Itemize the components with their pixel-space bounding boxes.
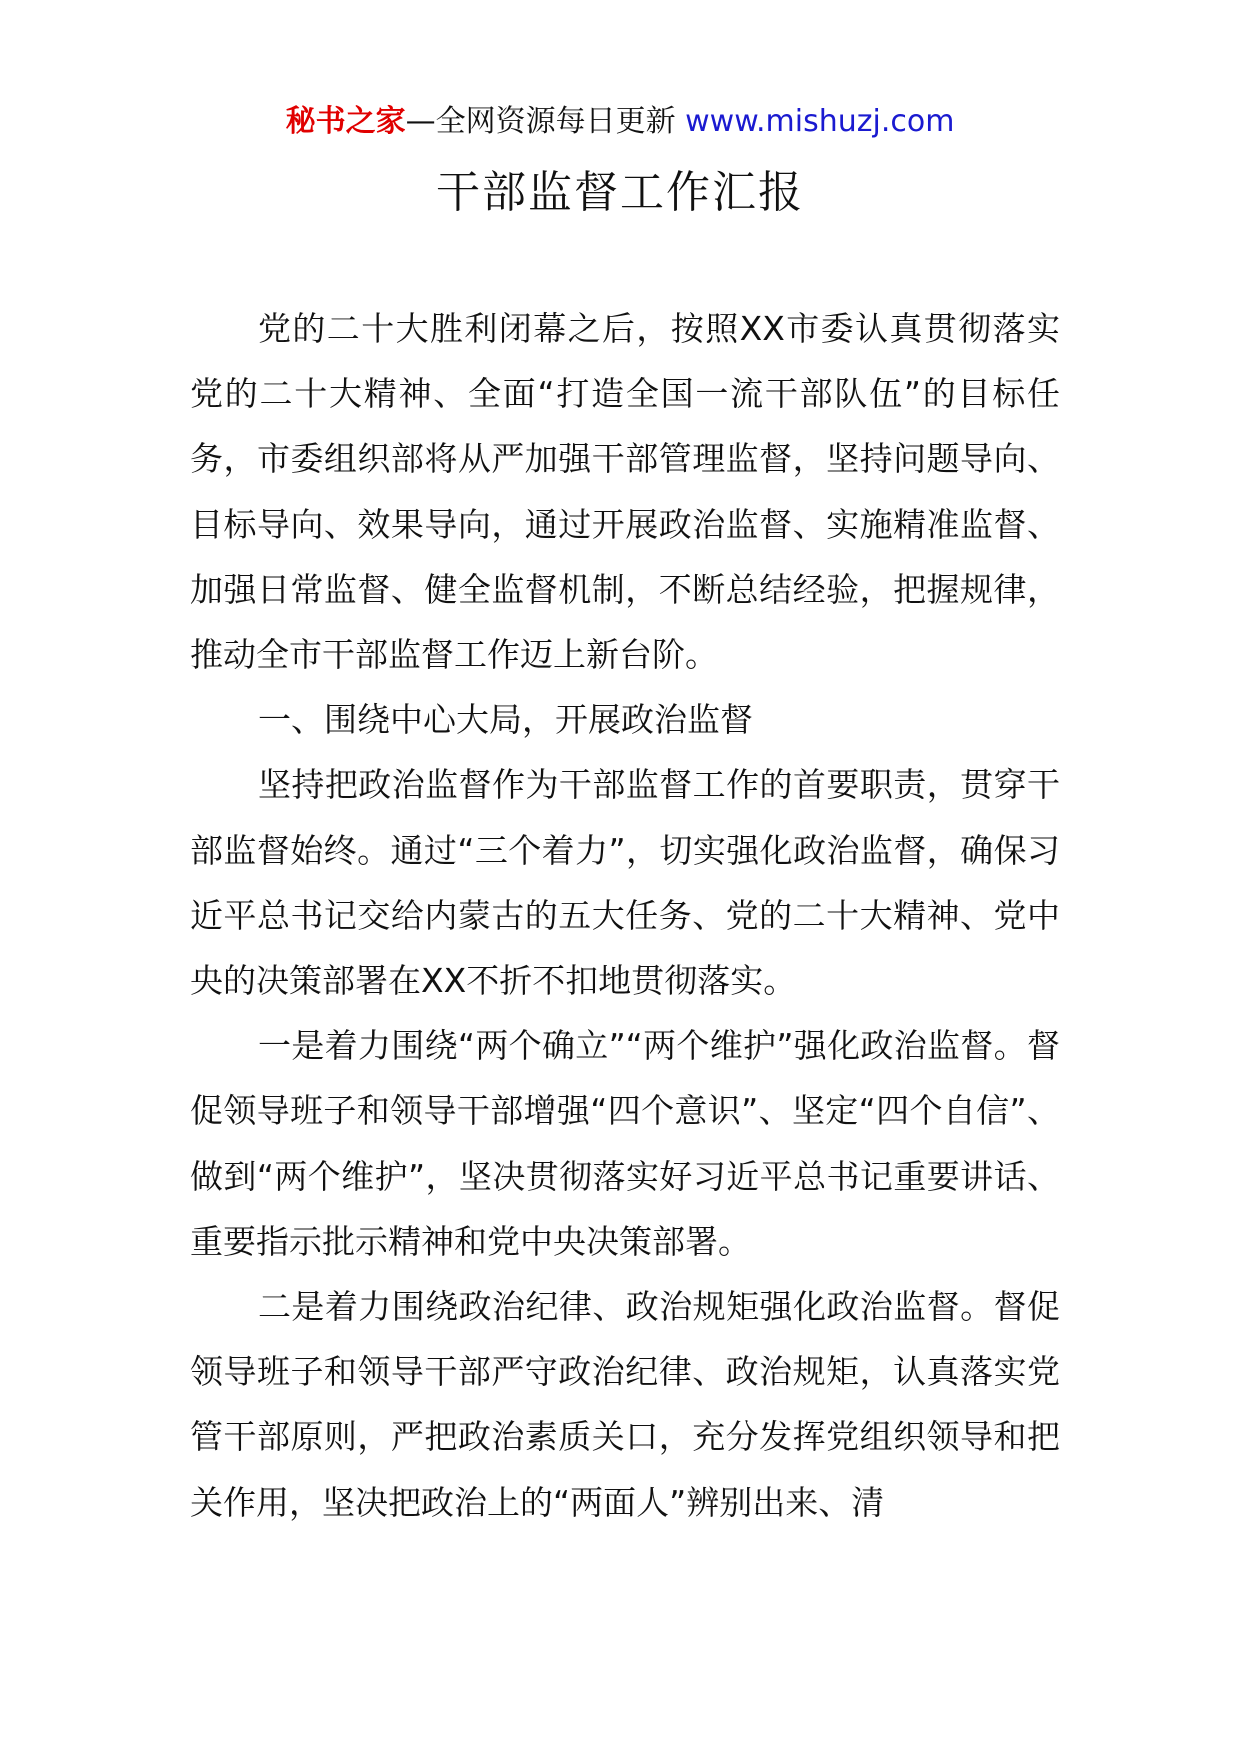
- document-title: 干部监督工作汇报: [436, 167, 804, 218]
- body-paragraph: 一是着力围绕“两个确立”“两个维护”强化政治监督。督促领导班子和领导干部增强“四个意识”、坚定“四个自信”、做到“两个维护”，坚决贯彻落实好习近平总书记重要讲话、重要指示批示精神和党中央决策部署。: [190, 1026, 1060, 1261]
- document-body: [190, 296, 1060, 1535]
- header-slogan: —全网资源每日更新: [405, 104, 686, 139]
- site-header: [0, 100, 1240, 144]
- section-heading: 一、围绕中心大局，开展政治监督: [258, 700, 753, 740]
- intro-paragraph: 党的二十大胜利闭幕之后，按照XX市委认真贯彻落实党的二十大精神、全面“打造全国一流干部队伍”的目标任务，市委组织部将从严加强干部管理监督，坚持问题导向、目标导向、效果导向，通过开展政治监督、实施精准监督、加强日常监督、健全监督机制，不断总结经验，把握规律，推动全市干部监督工作迈上新台阶。: [190, 309, 1060, 675]
- brand-name: 秘书之家: [285, 104, 406, 139]
- body-paragraph: 坚持把政治监督作为干部监督工作的首要职责，贯穿干部监督始终。通过“三个着力”，切实强化政治监督，确保习近平总书记交给内蒙古的五大任务、党的二十大精神、党中央的决策部署在XX不折不扣地贯彻落实。: [190, 765, 1060, 1001]
- body-paragraph: 二是着力围绕政治纪律、政治规矩强化政治监督。督促领导班子和领导干部严守政治纪律、政治规矩，认真落实党管干部原则，严把政治素质关口，充分发挥党组织领导和把关作用，坚决把政治上的“两面人”辨别出来、清: [190, 1287, 1060, 1522]
- site-url-link[interactable]: www.mishuzj.com: [685, 104, 955, 139]
